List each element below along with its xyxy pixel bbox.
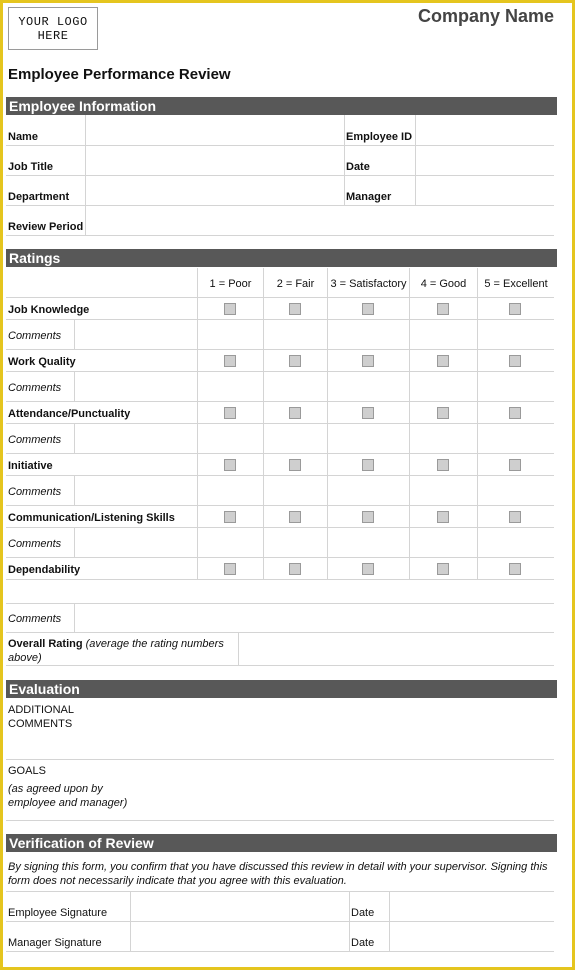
company-name: Company Name [417,6,554,26]
rating-checkbox-1[interactable] [224,563,236,575]
rating-header-2: 2 = Fair [276,278,315,290]
name-label: Name [8,131,38,143]
rating-checkbox-2[interactable] [289,563,301,575]
rating-checkbox-5[interactable] [509,407,521,419]
criterion-label: Job Knowledge [8,304,90,316]
rating-checkbox-1[interactable] [224,511,236,523]
rating-header-4: 4 = Good [420,278,467,290]
manager-signature-date-label: Date [351,937,375,949]
divider [6,453,554,454]
rating-checkbox-3[interactable] [362,407,374,419]
comments-label: Comments [8,330,62,342]
rating-header-5: 5 = Excellent [484,278,548,290]
criterion-label: Attendance/Punctuality [8,408,131,420]
divider [389,891,390,951]
rating-checkbox-4[interactable] [437,563,449,575]
criterion-label: Work Quality [8,356,76,368]
job-title-field[interactable] [87,147,343,174]
divider [415,115,416,205]
employee-signature-date-field[interactable] [391,893,553,920]
divider [74,423,75,453]
rating-checkbox-5[interactable] [509,459,521,471]
divider [6,579,554,580]
rating-checkbox-2[interactable] [289,407,301,419]
divider [6,297,554,298]
comments-field[interactable] [76,373,553,400]
divider [74,371,75,401]
section-verification: Verification of Review [6,834,557,852]
additional-comments-label: ADDITIONAL COMMENTS [8,704,74,730]
comments-field[interactable] [76,425,553,452]
additional-comments-field[interactable] [90,700,553,758]
section-evaluation: Evaluation [6,680,557,698]
divider [74,603,75,632]
rating-checkbox-1[interactable] [224,459,236,471]
divider [6,665,554,666]
divider [344,115,345,205]
manager-signature-label: Manager Signature [8,937,102,949]
divider [6,951,554,952]
divider [6,557,554,558]
date-label: Date [346,161,370,173]
divider [6,371,554,372]
overall-rating-field[interactable] [240,634,553,664]
goals-note: (as agreed upon by employee and manager) [8,783,128,809]
comments-label: Comments [8,434,62,446]
rating-checkbox-1[interactable] [224,303,236,315]
rating-checkbox-2[interactable] [289,459,301,471]
manager-signature-date-field[interactable] [391,923,553,950]
rating-checkbox-4[interactable] [437,511,449,523]
divider [6,891,554,892]
criterion-label: Initiative [8,460,53,472]
rating-checkbox-1[interactable] [224,355,236,367]
employee-signature-date-label: Date [351,907,375,919]
comments-field[interactable] [76,321,553,348]
criterion-label: Dependability [8,564,81,576]
comments-field[interactable] [76,477,553,504]
divider [6,319,554,320]
final-comments-label: Comments [8,613,62,625]
manager-field[interactable] [417,177,553,204]
logo-placeholder [8,7,98,50]
rating-checkbox-2[interactable] [289,355,301,367]
divider [6,475,554,476]
divider [85,115,86,235]
goals-field[interactable] [140,761,553,819]
rating-checkbox-3[interactable] [362,563,374,575]
rating-checkbox-4[interactable] [437,303,449,315]
divider [6,401,554,402]
divider [6,603,554,604]
section-employee-information: Employee Information [6,97,557,115]
divider [6,175,554,176]
name-field[interactable] [87,117,343,144]
department-field[interactable] [87,177,343,204]
divider [6,921,554,922]
employee-id-label: Employee ID [346,131,413,143]
rating-checkbox-2[interactable] [289,511,301,523]
divider [6,820,554,821]
divider [74,319,75,349]
rating-checkbox-2[interactable] [289,303,301,315]
rating-checkbox-3[interactable] [362,459,374,471]
rating-checkbox-5[interactable] [509,303,521,315]
divider [6,205,554,206]
job-title-label: Job Title [8,161,54,173]
rating-checkbox-3[interactable] [362,355,374,367]
manager-signature-field[interactable] [132,923,348,950]
final-comments-field[interactable] [76,605,553,631]
section-ratings: Ratings [6,249,557,267]
form-title: Employee Performance Review [8,66,231,83]
divider [6,235,554,236]
rating-checkbox-4[interactable] [437,407,449,419]
review-period-label: Review Period [8,221,84,233]
overall-rating-note: (average the rating numbers above) [8,638,224,664]
rating-checkbox-5[interactable] [509,563,521,575]
rating-checkbox-4[interactable] [437,355,449,367]
employee-signature-field[interactable] [132,893,348,920]
divider [74,475,75,505]
divider [349,891,350,951]
comments-field[interactable] [76,529,553,556]
comments-label: Comments [8,486,62,498]
department-label: Department [8,191,70,203]
divider [6,632,554,633]
review-period-field[interactable] [87,207,553,234]
manager-label: Manager [346,191,392,203]
rating-checkbox-5[interactable] [509,511,521,523]
criterion-label: Communication/Listening Skills [8,512,175,524]
overall-rating-title: Overall Rating [8,638,83,650]
rating-header-3: 3 = Satisfactory [330,278,407,290]
overall-rating-label [8,637,236,665]
divider [6,423,554,424]
divider [6,349,554,350]
verification-statement: By signing this form, you confirm that you have discussed this review in detail with your supervisor. Signing this form does not necessarily indicate that you agree with this evaluation. [8,861,548,887]
rating-header-1: 1 = Poor [209,278,252,290]
rating-checkbox-1[interactable] [224,407,236,419]
divider [238,632,239,665]
divider [130,891,131,951]
rating-checkbox-3[interactable] [362,303,374,315]
divider [6,145,554,146]
divider [6,759,554,760]
comments-label: Comments [8,382,62,394]
rating-checkbox-4[interactable] [437,459,449,471]
logo-text: YOUR LOGO HERE [18,14,88,43]
employee-id-field[interactable] [417,117,553,144]
rating-checkbox-3[interactable] [362,511,374,523]
rating-checkbox-5[interactable] [509,355,521,367]
employee-signature-label: Employee Signature [8,907,108,919]
date-field[interactable] [417,147,553,174]
goals-label: GOALS [8,765,46,777]
divider [74,527,75,557]
divider [6,527,554,528]
divider [6,505,554,506]
comments-label: Comments [8,538,62,550]
